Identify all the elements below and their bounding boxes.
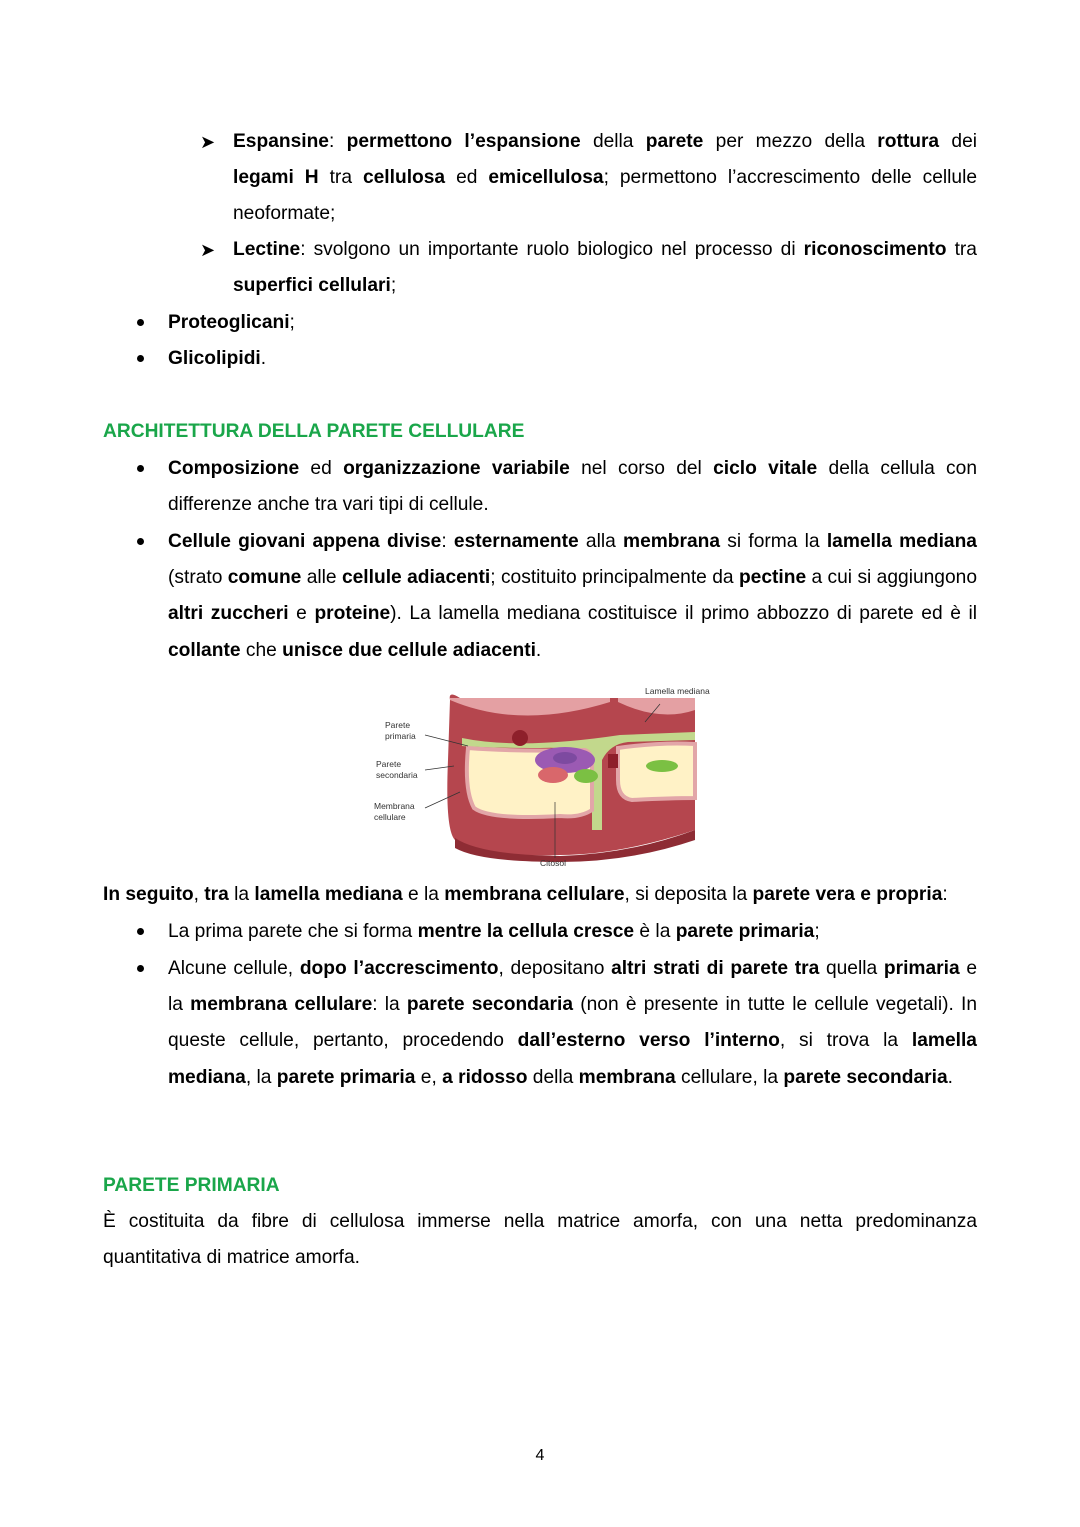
bold-text: parete [645, 131, 704, 152]
section-heading-parete-primaria: PARETE PRIMARIA [103, 1175, 280, 1196]
figure-label-parete-primaria: Parete primaria [385, 720, 416, 741]
text-run: e la [168, 958, 978, 1016]
bullet-cellule-giovani [168, 524, 977, 669]
text-run: e, [415, 1066, 443, 1088]
text-run: tra [946, 239, 977, 260]
bold-text: rottura [877, 131, 940, 152]
arrow-bullet-icon: ➤ [200, 132, 216, 152]
bold-text: Proteoglicani [168, 312, 290, 333]
text-run: , si deposita la [624, 884, 753, 905]
bold-text: Composizione [168, 458, 300, 479]
bullet-proteoglicani [168, 305, 968, 341]
text-run: . [260, 348, 267, 369]
bullet-alcune-cellule [168, 951, 977, 1096]
bold-text: lamella mediana [826, 531, 977, 552]
cell-wall-diagram [370, 680, 720, 870]
bold-text: permettono l’espansione [346, 131, 581, 152]
figure-label-parete-secondaria: Parete secondaria [376, 759, 418, 780]
bold-text: altri zuccheri [168, 603, 289, 625]
text-run: quella [819, 958, 884, 979]
bullet-dot-icon [137, 928, 144, 935]
bold-text: parete secondaria [783, 1066, 948, 1088]
text-run: : svolgono un importante ruolo biologico nel processo di [300, 239, 804, 260]
text-run: (non è presente in tutte le cellule vegetali). In queste cellule, pertanto, procedendo [168, 994, 977, 1052]
text-run: ; [390, 275, 397, 297]
text-run: : [328, 131, 347, 152]
bold-text: parete primaria [276, 1066, 416, 1088]
bullet-dot-icon [137, 538, 144, 545]
bold-text: superfici cellulari [233, 275, 391, 297]
bold-text: pectine [738, 567, 807, 589]
text-run: cellulare, la [675, 1066, 784, 1088]
text-run: La prima parete che si forma [168, 921, 418, 942]
text-run: ed [445, 167, 489, 189]
paragraph-parete-primaria: È costituita da fibre di cellulosa immerse nella matrice amorfa, con una netta predominanza quantitativa di matrice amorfa. [103, 1211, 977, 1269]
text-run: , [193, 884, 205, 905]
text-run: della [580, 131, 646, 152]
bullet-glicolipidi [168, 341, 968, 377]
bold-text: organizzazione variabile [343, 458, 570, 479]
bold-text: tra [204, 884, 229, 905]
bullet-dot-icon [137, 465, 144, 472]
figure-label-citosol: Citosol [540, 858, 566, 868]
text-run: per mezzo della [703, 131, 878, 152]
bold-text: a ridosso [442, 1066, 528, 1088]
text-run: , depositano [498, 958, 612, 979]
paragraph-in-seguito [103, 877, 1003, 913]
arrow-bullet-icon: ➤ [200, 240, 216, 260]
text-run: : [441, 531, 454, 552]
bold-text: unisce due cellule adiacenti [282, 639, 536, 661]
bold-text: riconoscimento [803, 239, 947, 260]
bold-text: parete secondaria [406, 994, 574, 1016]
bold-text: primaria [883, 958, 960, 979]
bold-text: In seguito [103, 884, 194, 905]
bold-text: comune [227, 567, 302, 589]
bold-text: cellulosa [362, 167, 446, 189]
text-run: alle [301, 567, 342, 589]
bullet-dot-icon [137, 319, 144, 326]
text-run: ). La lamella mediana costituisce il primo abbozzo di parete ed è il [390, 603, 977, 625]
bold-text: parete primaria [675, 921, 815, 942]
bold-text: dall’esterno verso l’interno [517, 1030, 780, 1052]
text-run: nel corso del [569, 458, 714, 479]
text-run: la [228, 884, 255, 905]
page-number: 4 [535, 1447, 545, 1464]
bold-text: parete vera e propria [752, 884, 943, 905]
bold-text: collante [168, 639, 241, 661]
bold-text: Glicolipidi [168, 348, 261, 369]
bold-text: lamella mediana [168, 1030, 977, 1088]
text-run: ; [289, 312, 295, 333]
text-run: che [240, 639, 283, 661]
subbullet-espansine [233, 124, 977, 233]
bold-text: cellule adiacenti [341, 567, 491, 589]
bold-text: membrana [623, 531, 721, 552]
figure-label-lamella: Lamella mediana [645, 686, 710, 696]
bold-text: Cellule giovani appena divise [168, 531, 442, 552]
bullet-composizione [168, 451, 977, 523]
text-run: si forma la [720, 531, 827, 552]
text-run: Alcune cellule, [168, 958, 300, 979]
text-run: ; costituito principalmente da [490, 567, 739, 589]
text-run: a cui si aggiungono [806, 567, 977, 589]
bold-text: Espansine [233, 131, 329, 152]
bold-text: membrana cellulare [190, 994, 373, 1016]
text-run: alla [578, 531, 624, 552]
text-run: della cellula con differenze anche tra vari tipi di cellule. [168, 458, 977, 516]
bullet-dot-icon [137, 355, 144, 362]
bold-text: Lectine [233, 239, 301, 260]
text-run: ed [299, 458, 344, 479]
text-run: , si trova la [779, 1030, 912, 1052]
bold-text: emicellulosa [488, 167, 604, 189]
bold-text: ciclo vitale [713, 458, 818, 479]
text-run: e la [402, 884, 445, 905]
bullet-prima-parete [168, 914, 977, 950]
bold-text: esternamente [453, 531, 579, 552]
text-run: è la [634, 921, 676, 942]
text-run: e [288, 603, 315, 625]
bold-text: altri strati di parete tra [611, 958, 820, 979]
text-run: . [947, 1066, 953, 1088]
bold-text: mentre la cellula cresce [417, 921, 635, 942]
text-run: ; [814, 921, 820, 942]
text-run: tra [318, 167, 363, 189]
bold-text: membrana [578, 1066, 676, 1088]
bold-text: membrana cellulare [444, 884, 625, 905]
subbullet-lectine [233, 232, 977, 304]
bold-text: proteine [314, 603, 391, 625]
text-run: : [942, 884, 948, 905]
text-run: : la [372, 994, 407, 1016]
bold-text: dopo l’accrescimento [299, 958, 499, 979]
section-heading-architettura: ARCHITETTURA DELLA PARETE CELLULARE [103, 421, 525, 442]
text-run: , la [245, 1066, 277, 1088]
text-run: . [535, 639, 542, 661]
text-run: dei [939, 131, 977, 152]
bold-text: lamella mediana [254, 884, 403, 905]
text-run: ; permettono l’accrescimento delle cellule neoformate; [233, 167, 978, 225]
text-run: della [527, 1066, 579, 1088]
figure-label-membrana: Membrana cellulare [374, 801, 415, 822]
text-run: (strato [168, 567, 228, 589]
bullet-dot-icon [137, 965, 144, 972]
bold-text: legami H [233, 167, 319, 189]
